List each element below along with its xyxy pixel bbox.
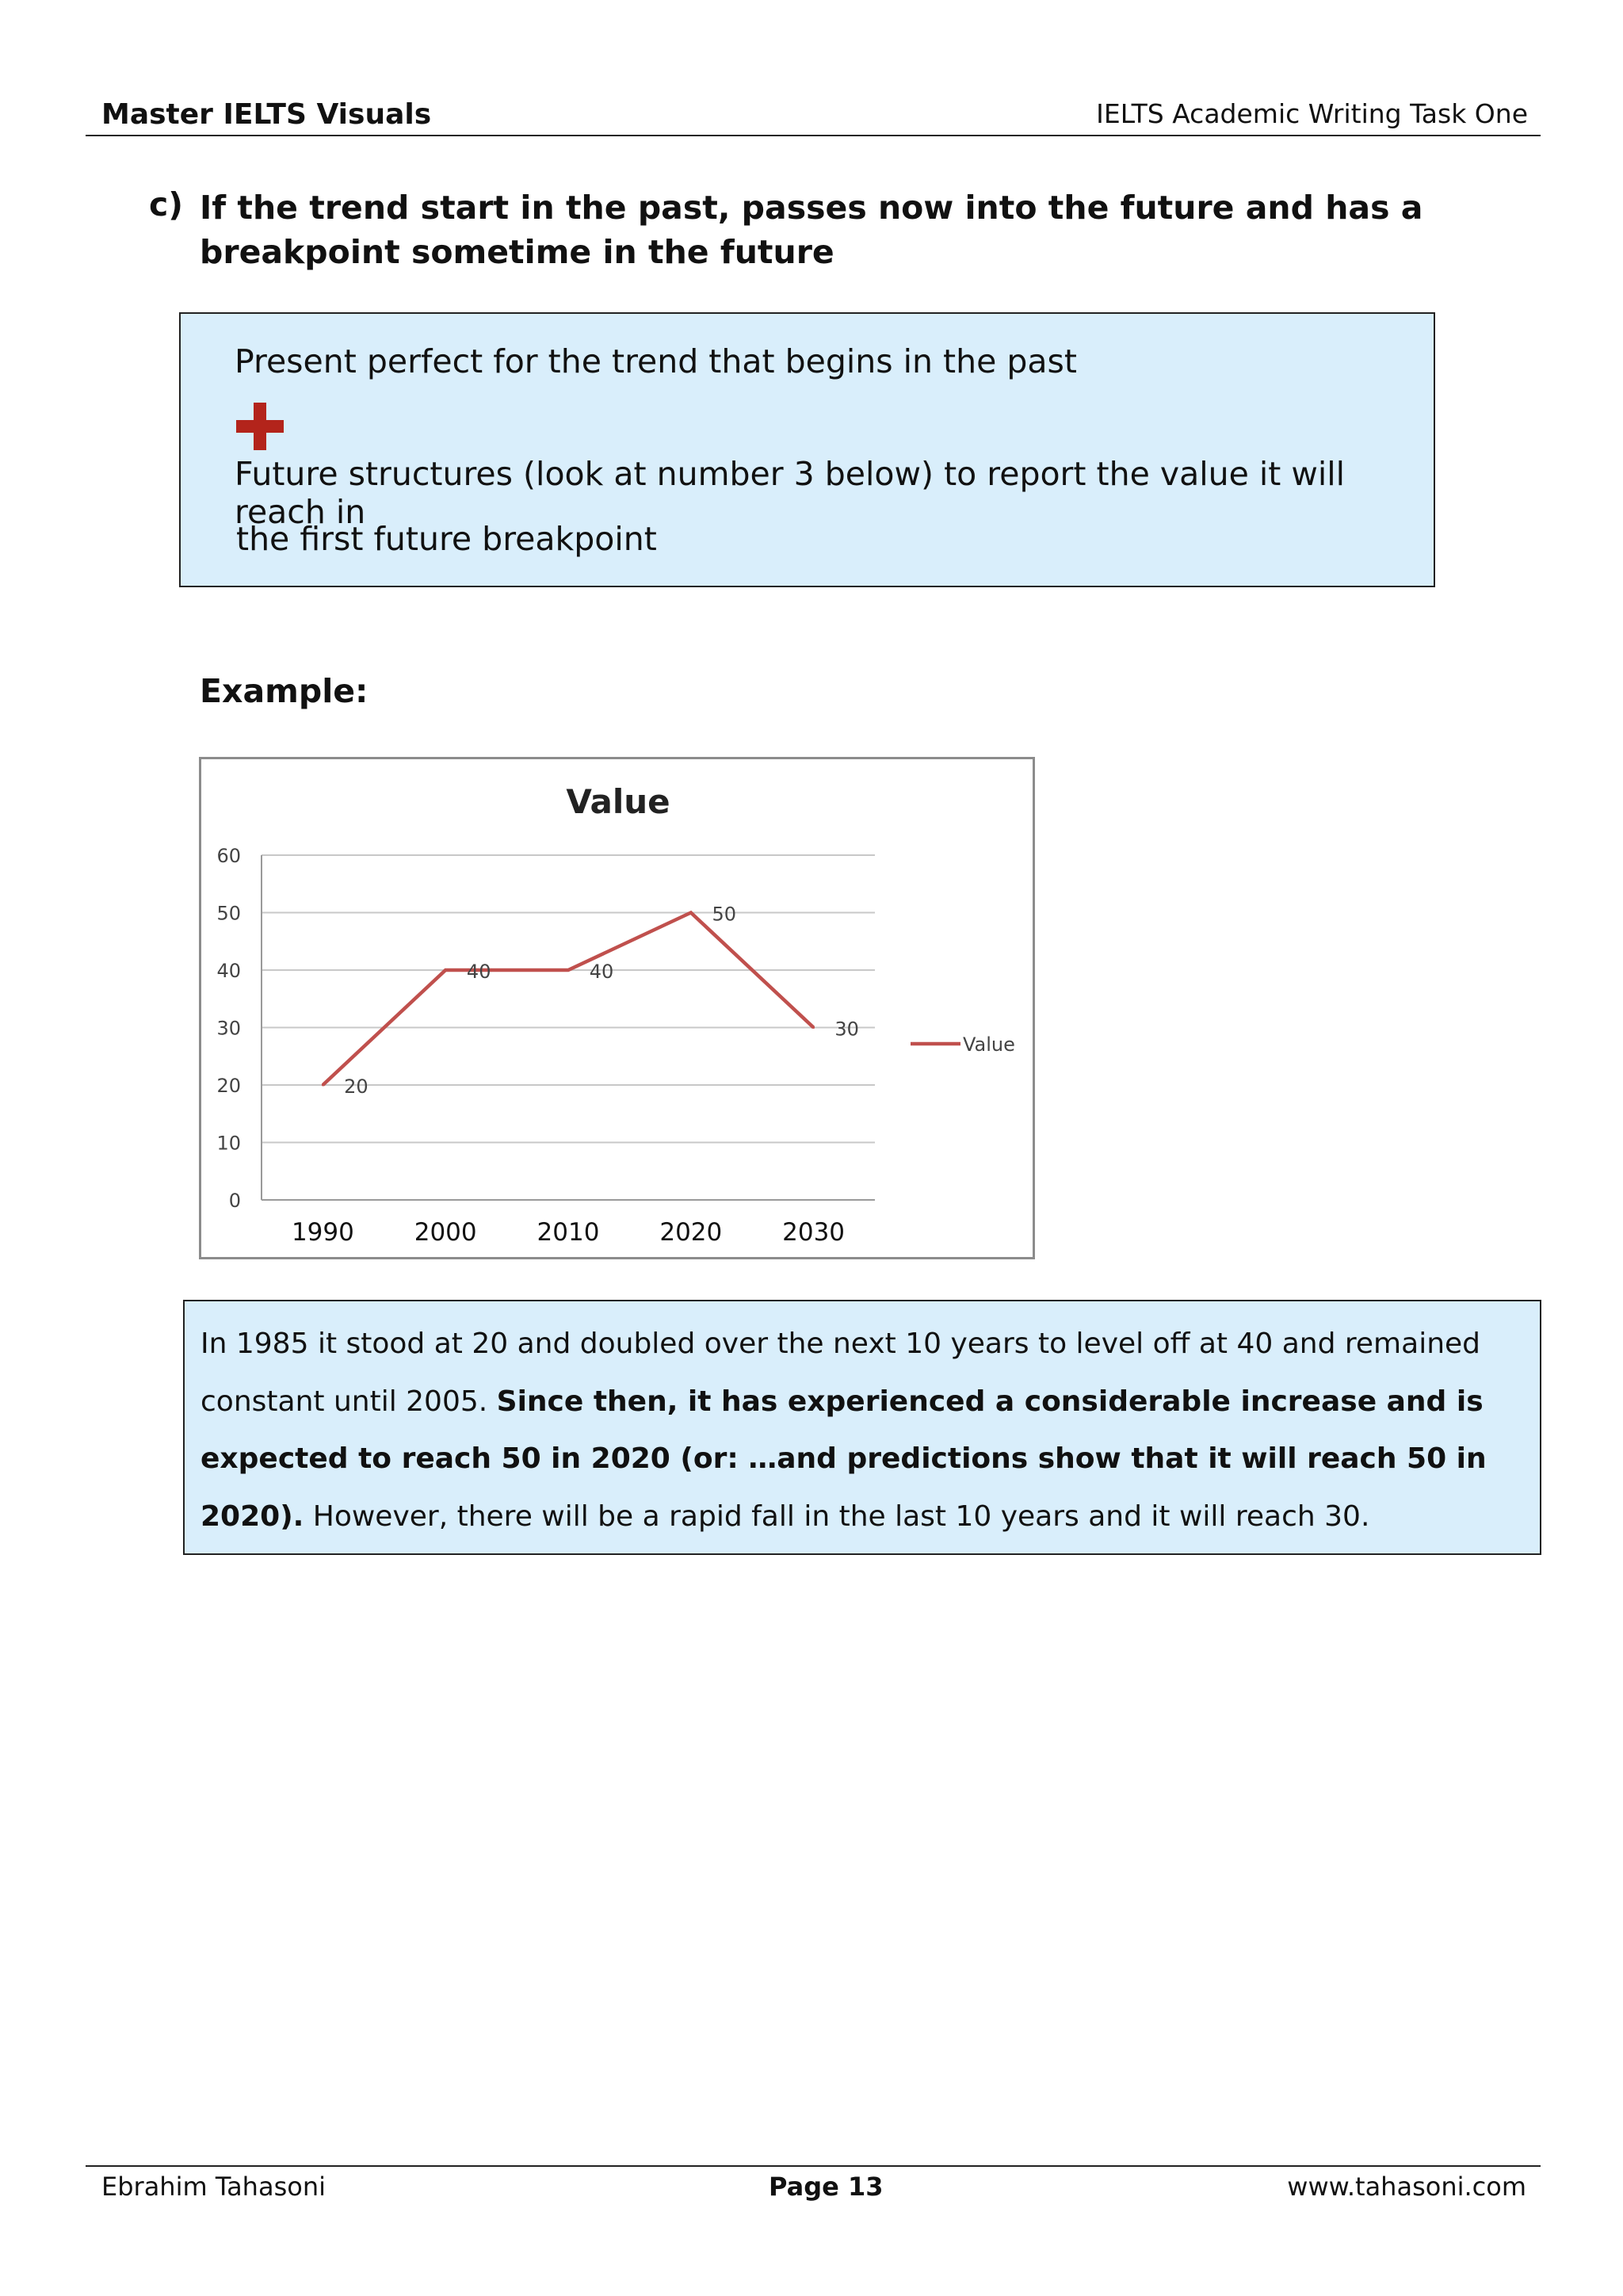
- y-tick-label: 20: [216, 1075, 241, 1097]
- chart-title: Value: [566, 782, 670, 821]
- data-point: [812, 1026, 815, 1029]
- data-label: 40: [589, 961, 614, 983]
- x-tick-label: 2010: [537, 1218, 600, 1247]
- line-chart: [199, 757, 1035, 1259]
- footer-page-number: Page 13: [769, 2172, 884, 2202]
- footer-author: Ebrahim Tahasoni: [101, 2172, 326, 2202]
- y-tick-label: 40: [216, 960, 241, 982]
- legend-label: Value: [963, 1033, 1015, 1056]
- header-right-title: IELTS Academic Writing Task One: [1096, 98, 1528, 129]
- y-tick-label: 60: [216, 845, 241, 867]
- description-part-3: However, there will be a rapid fall in the last 10 years and it will reach 30.: [304, 1499, 1370, 1533]
- data-label: 50: [712, 903, 737, 926]
- y-tick-label: 50: [216, 902, 241, 925]
- data-point: [322, 1084, 324, 1087]
- data-label: 40: [466, 961, 491, 983]
- data-label: 20: [344, 1075, 369, 1098]
- y-tick-label: 10: [216, 1132, 241, 1155]
- tip-line-2: Future structures (look at number 3 below) to report the value it will reach in: [235, 455, 1346, 531]
- example-description-box: [183, 1300, 1541, 1555]
- data-point: [445, 969, 447, 972]
- x-tick-label: 2020: [659, 1218, 723, 1247]
- series-line-value: [323, 913, 813, 1086]
- example-label: Example:: [200, 672, 369, 710]
- x-tick-label: 2000: [414, 1218, 477, 1247]
- header-left-title: Master IELTS Visuals: [101, 98, 432, 131]
- footer-website: www.tahasoni.com: [1287, 2172, 1526, 2202]
- tip-line-1: Present perfect for the trend that begins in the past: [235, 342, 1077, 380]
- section-title: If the trend start in the past, passes now into the future and has a breakpoint sometime in the future: [200, 189, 1423, 271]
- footer-divider: [86, 2165, 1541, 2167]
- data-point: [567, 969, 570, 972]
- red-plus-icon: [236, 403, 284, 450]
- x-tick-label: 1990: [291, 1218, 354, 1247]
- data-point: [689, 911, 692, 914]
- tip-line-3: the first future breakpoint: [236, 520, 657, 558]
- y-tick-label: 30: [216, 1017, 241, 1040]
- grammar-tip-box: [179, 312, 1435, 587]
- header-divider: [86, 135, 1541, 136]
- description-part-1: In 1985 it stood at 20 and doubled over the next 10 years to level off at 40 and remained constant until 2005.: [200, 1328, 1481, 1418]
- y-tick-label: 0: [228, 1190, 241, 1212]
- data-label: 30: [834, 1018, 859, 1041]
- section-label: c): [149, 185, 184, 223]
- description-part-2-bold: Since then, it has experienced a considerable increase and is expected to reach 50 in 2020 (or: …and predictions show that it will reach 50 in 2020).: [200, 1385, 1487, 1533]
- x-tick-label: 2030: [782, 1218, 846, 1247]
- chart-svg: [201, 759, 1033, 1257]
